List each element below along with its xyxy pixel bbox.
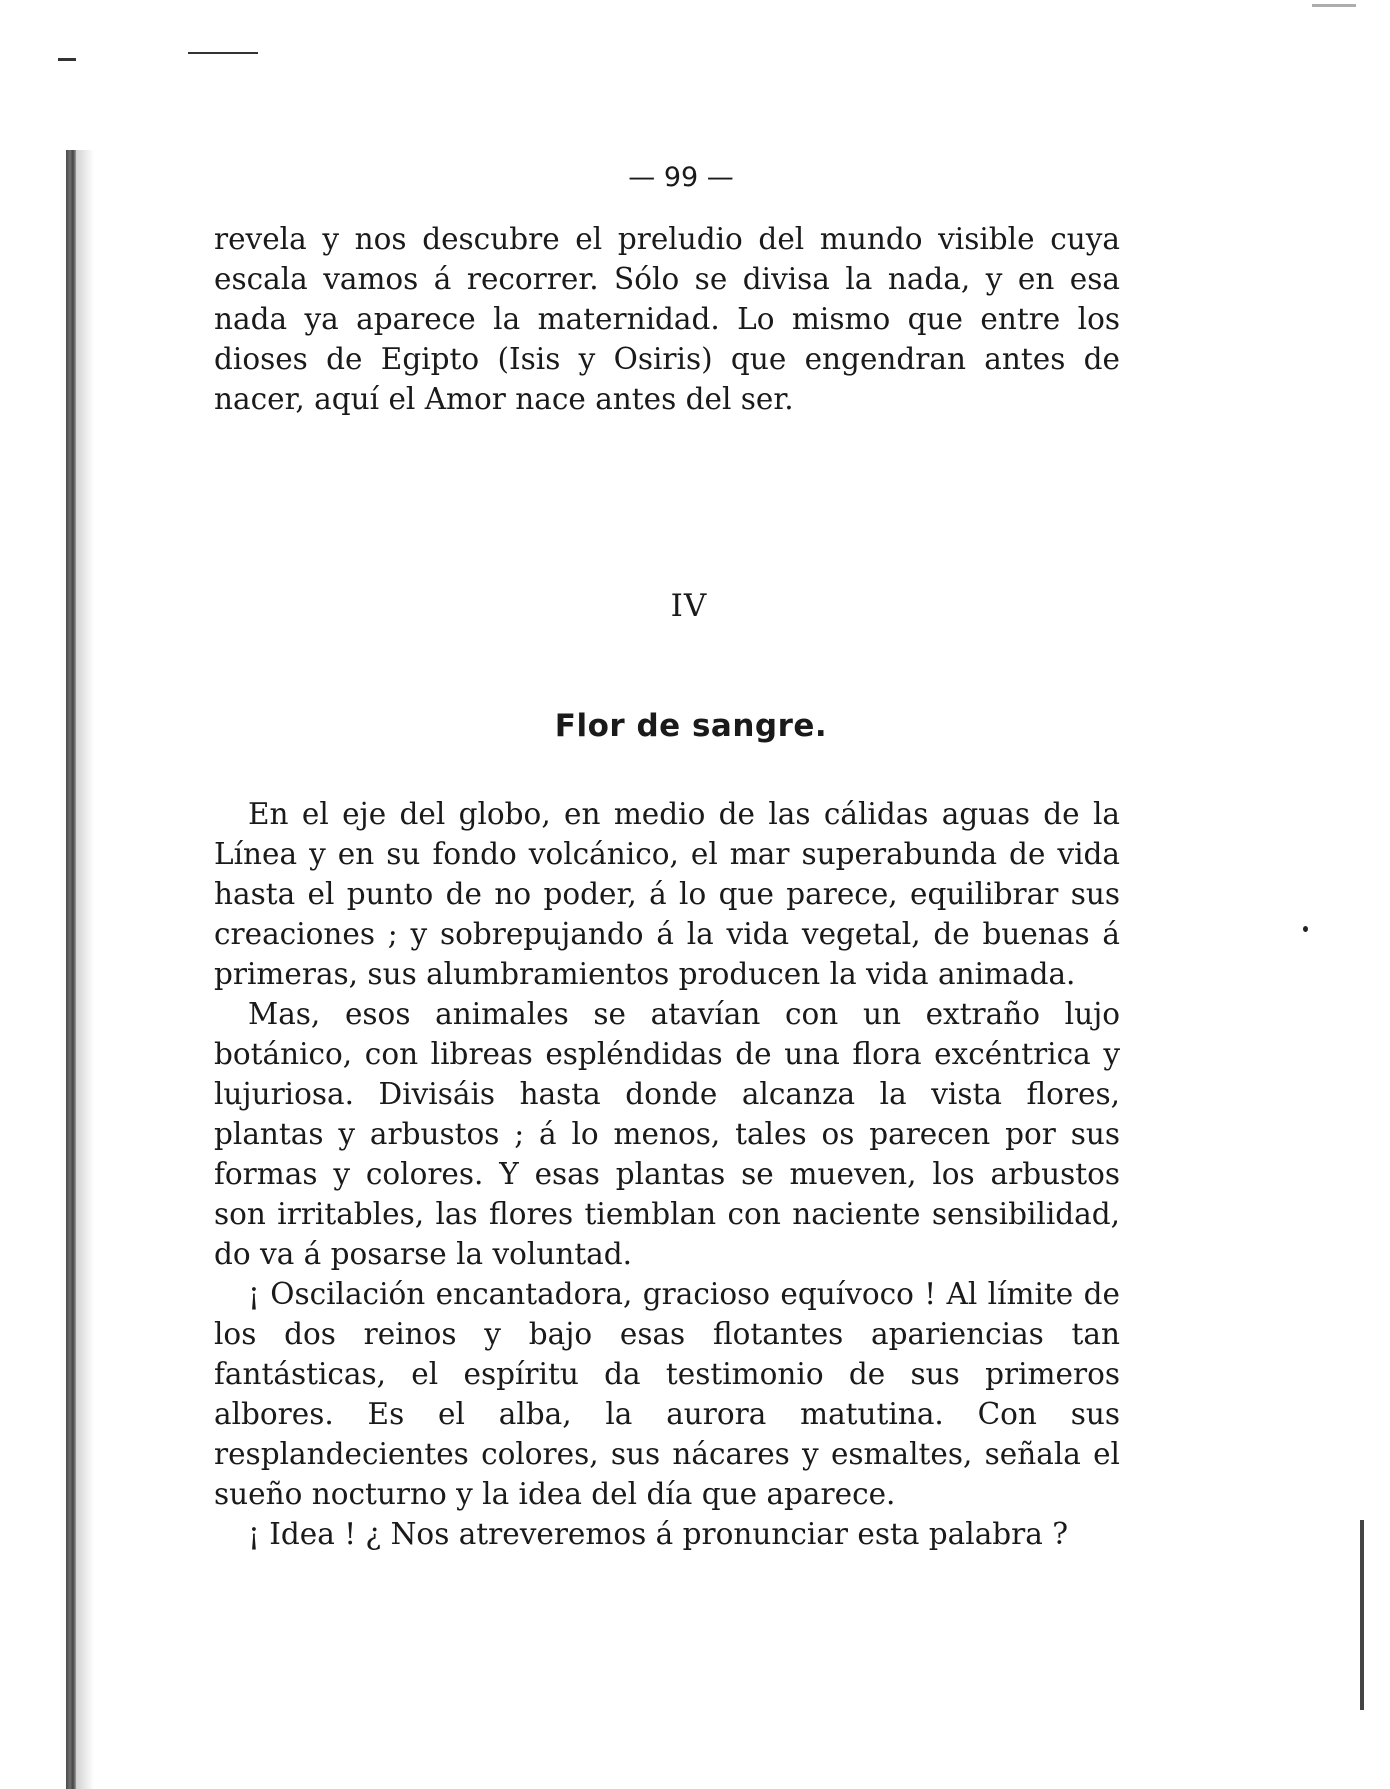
scan-mark-left <box>58 58 76 61</box>
page-number: — 99 — <box>628 162 734 193</box>
body-paragraph: Mas, esos animales se atavían con un extraño lujo botánico, con libreas espléndidas de una flora excéntrica y lujuriosa. Divisáis hasta donde alcanza la vista flores, plantas y arbustos ; á lo menos, tales os parecen por sus formas y colores. Y esas plantas se mueven, los arbustos son irritables, las flores tiemblan con naciente sensibilidad, do va á posarse la voluntad. <box>214 997 1120 1271</box>
chapter-number: IV <box>670 588 708 624</box>
scan-speck <box>1303 926 1308 932</box>
scan-binding-shadow <box>76 150 94 1789</box>
chapter-title: Flor de sangre. <box>554 708 828 744</box>
body-paragraph: ¡ Oscilación encantadora, gracioso equívoco ! Al límite de los dos reinos y bajo esas flotantes apariencias tan fantásticas, el espíritu da testimonio de sus primeros albores. Es el alba, la aurora matutina. Con sus resplandecientes colores, sus nácares y esmaltes, señala el sueño nocturno y la idea del día que aparece. <box>214 1277 1120 1511</box>
scan-binding-edge <box>66 150 76 1789</box>
body-paragraph: ¡ Idea ! ¿ Nos atreveremos á pronunciar esta palabra ? <box>248 1517 1069 1551</box>
scan-mark-right-edge <box>1360 1520 1364 1710</box>
scan-rule-top <box>188 52 258 54</box>
continuation-text: revela y nos descubre el preludio del mundo visible cuya escala vamos á recorrer. Sólo se divisa la nada, y en esa nada ya aparece la maternidad. Lo mismo que entre los dioses de Egipto (Isis y Osiris) que engendran antes de nacer, aquí el Amor nace antes del ser. <box>214 222 1120 416</box>
scan-mark-corner <box>1312 4 1356 7</box>
body-paragraph: En el eje del globo, en medio de las cálidas aguas de la Línea y en su fondo volcánico, el mar superabunda de vida hasta el punto de no poder, á lo que parece, equilibrar sus creaciones ; y sobrepujando á la vida vegetal, de buenas á primeras, sus alumbramientos producen la vida animada. <box>214 797 1120 991</box>
continuation-paragraph <box>214 219 1120 419</box>
chapter-body <box>214 794 1120 1554</box>
